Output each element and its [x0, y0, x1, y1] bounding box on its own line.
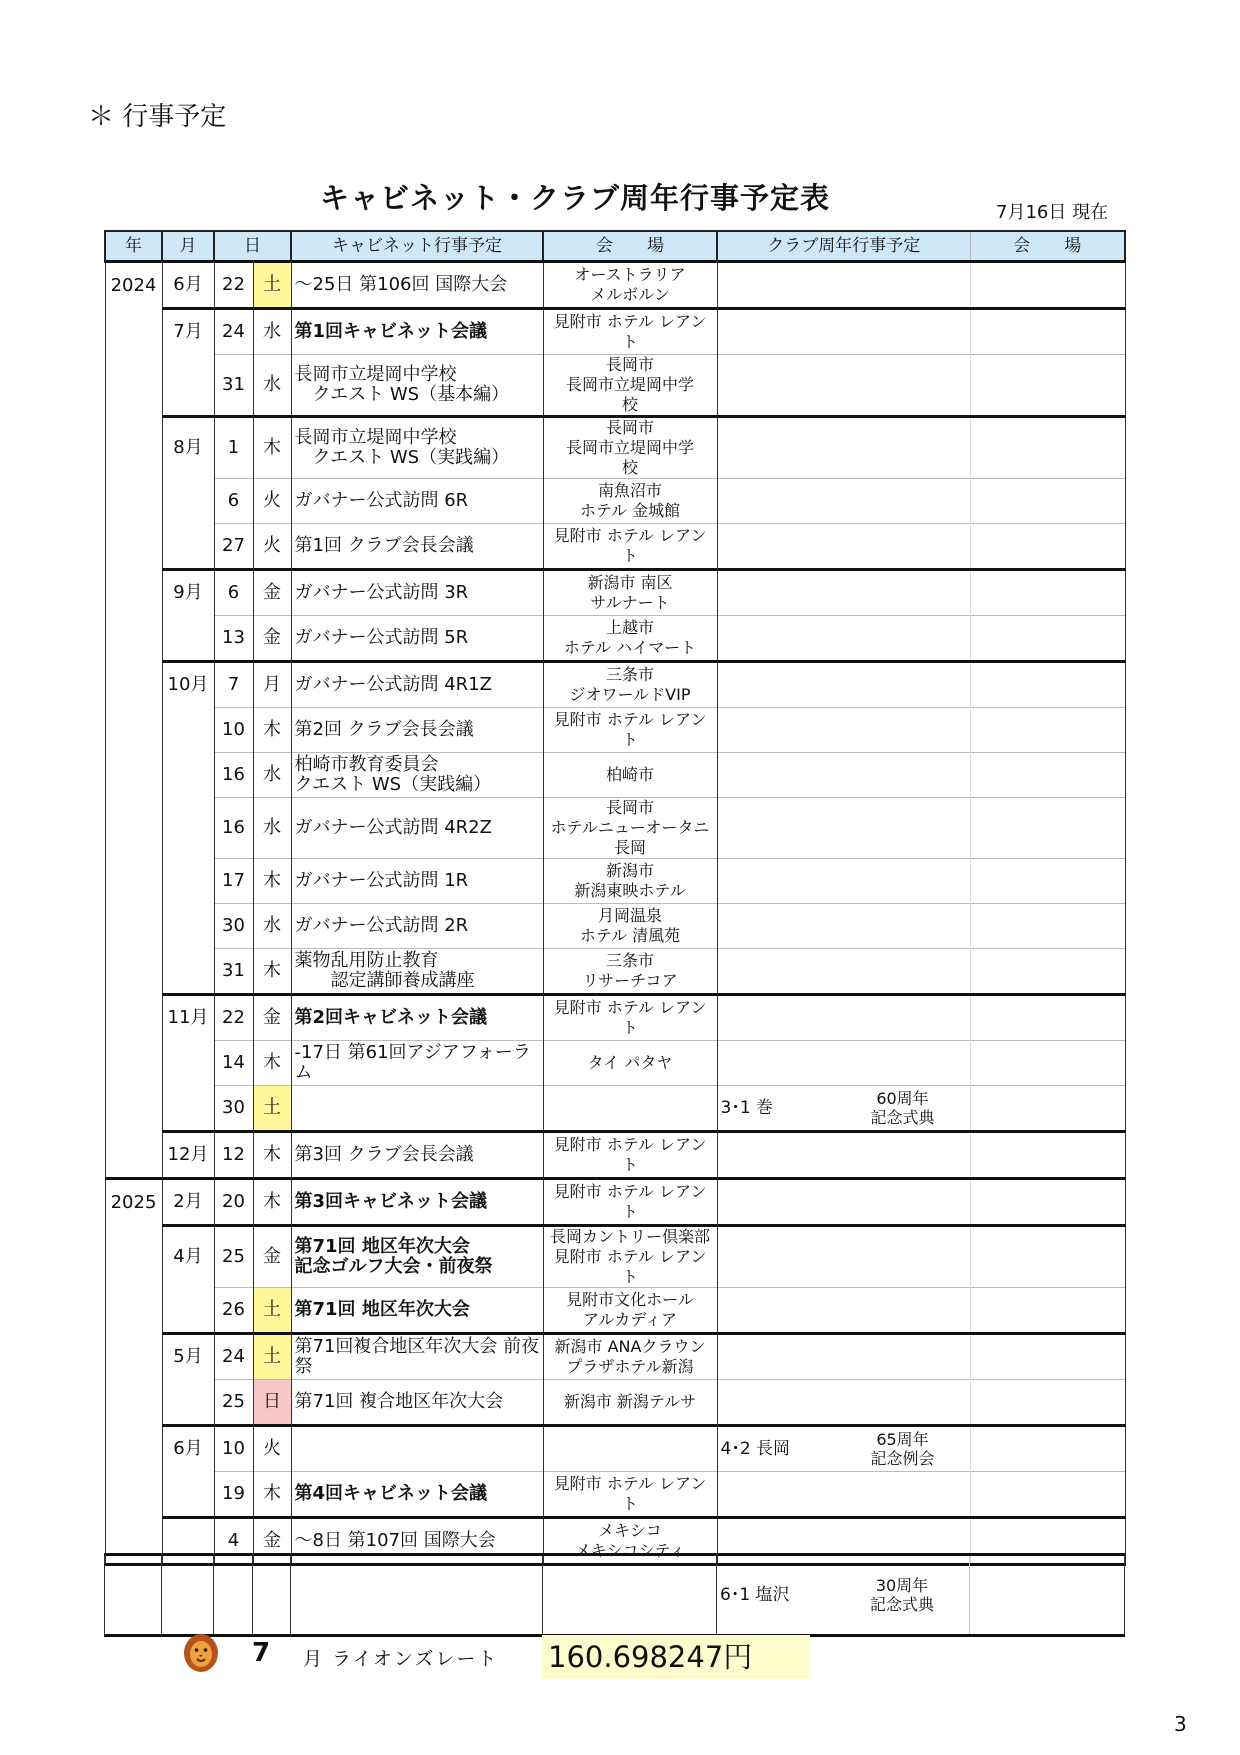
schedule-table: [104, 230, 1126, 1566]
event-cell: 第3回 クラブ会長会議: [291, 1132, 543, 1179]
dow-cell: [253, 1555, 291, 1636]
month-cell: [162, 708, 214, 753]
club-event-cell: [717, 798, 970, 859]
year-cell: [105, 1288, 162, 1334]
club-event-cell: [717, 1334, 970, 1380]
dow-cell: 木: [253, 1179, 291, 1226]
month-cell: [162, 524, 214, 570]
dow-cell: 木: [253, 708, 291, 753]
table-row: [105, 1472, 1125, 1518]
month-cell: 7月: [162, 309, 214, 355]
day-cell: 31: [214, 355, 253, 417]
year-cell: [105, 1086, 162, 1132]
day-cell: 27: [214, 524, 253, 570]
event-cell: 第71回複合地区年次大会 前夜祭: [291, 1334, 543, 1380]
venue-cell: 上越市 ホテル ハイマート: [543, 616, 717, 662]
club-event-note: 30周年 記念式典: [870, 1576, 935, 1614]
event-cell: ガバナー公式訪問 1R: [291, 859, 543, 904]
event-cell: ガバナー公式訪問 4R1Z: [291, 662, 543, 708]
dow-cell: 火: [253, 1426, 291, 1472]
table-row: [105, 616, 1125, 662]
dow-cell: 木: [253, 417, 291, 479]
month-cell: [162, 949, 214, 995]
month-cell: 6月: [162, 1426, 214, 1472]
venue-cell: 新潟市 ANAクラウン プラザホテル新潟: [543, 1334, 717, 1380]
month-cell: [162, 1086, 214, 1132]
venue-cell: 柏崎市: [543, 753, 717, 798]
day-cell: 12: [214, 1132, 253, 1179]
club-venue-cell: [970, 1288, 1125, 1334]
table-row: [105, 524, 1125, 570]
club-event-cell: [717, 1041, 970, 1086]
month-cell: [162, 753, 214, 798]
month-cell: [162, 1288, 214, 1334]
year-cell: [105, 524, 162, 570]
table-row: [105, 262, 1125, 309]
year-cell: [105, 995, 162, 1041]
month-cell: [162, 355, 214, 417]
year-cell: [105, 479, 162, 524]
table-row: [105, 995, 1125, 1041]
month-cell: 8月: [162, 417, 214, 479]
dow-cell: 水: [253, 355, 291, 417]
day-cell: 22: [214, 262, 253, 309]
venue-cell: 月岡温泉 ホテル 清風苑: [543, 904, 717, 949]
club-event-name: 3･1 巻: [720, 1098, 774, 1118]
club-event-cell: [717, 949, 970, 995]
col-venue: 会 場: [543, 231, 717, 262]
event-cell: 薬物乱用防止教育 認定講師養成講座: [291, 949, 543, 995]
club-event-cell: [717, 479, 970, 524]
dow-cell: 土: [253, 262, 291, 309]
club-event-cell: [717, 708, 970, 753]
day-cell: 30: [214, 904, 253, 949]
event-cell: 第4回キャビネット会議: [291, 1472, 543, 1518]
year-cell: [105, 798, 162, 859]
club-event-cell: [717, 1555, 970, 1636]
dow-cell: 金: [253, 1518, 291, 1565]
club-venue-cell: [970, 1086, 1125, 1132]
table-row: [105, 1288, 1125, 1334]
page-number: 3: [1174, 1712, 1187, 1736]
month-cell: 4月: [162, 1226, 214, 1288]
club-venue-cell: [970, 1555, 1125, 1636]
venue-cell: 新潟市 南区 サルナート: [543, 570, 717, 616]
club-event-cell: [717, 662, 970, 708]
month-cell: [162, 479, 214, 524]
month-cell: 9月: [162, 570, 214, 616]
event-cell: 第3回キャビネット会議: [291, 1179, 543, 1226]
club-venue-cell: [970, 904, 1125, 949]
year-cell: [105, 708, 162, 753]
col-day: 日: [214, 231, 291, 262]
year-cell: [105, 1555, 162, 1636]
event-cell: 第71回 地区年次大会: [291, 1288, 543, 1334]
day-cell: 24: [214, 309, 253, 355]
year-cell: [105, 1426, 162, 1472]
event-cell: 第2回キャビネット会議: [291, 995, 543, 1041]
club-event-cell: [717, 995, 970, 1041]
club-event-cell: [717, 1179, 970, 1226]
venue-cell: 見附市文化ホール アルカディア: [543, 1288, 717, 1334]
venue-cell: 見附市 ホテル レアント: [543, 1472, 717, 1518]
day-cell: 4: [214, 1518, 253, 1565]
venue-cell: 長岡市 ホテルニューオータニ長岡: [543, 798, 717, 859]
venue-cell: 見附市 ホテル レアント: [543, 995, 717, 1041]
table-row: [105, 417, 1125, 479]
day-cell: 10: [214, 1426, 253, 1472]
club-event-name: 6･1 塩沢: [720, 1585, 790, 1605]
extra-table: [104, 1553, 1125, 1637]
venue-cell: 三条市 リサーチコア: [543, 949, 717, 995]
club-venue-cell: [970, 708, 1125, 753]
venue-cell: [543, 1555, 717, 1636]
club-venue-cell: [970, 753, 1125, 798]
dow-cell: 木: [253, 1132, 291, 1179]
day-cell: 6: [214, 570, 253, 616]
club-event-cell: [717, 753, 970, 798]
club-venue-cell: [970, 1132, 1125, 1179]
club-venue-cell: [970, 1226, 1125, 1288]
club-event-cell: [717, 570, 970, 616]
table-row: [105, 753, 1125, 798]
club-event-name: 4･2 長岡: [720, 1439, 791, 1459]
venue-cell: 新潟市 新潟東映ホテル: [543, 859, 717, 904]
table-row: [105, 1226, 1125, 1288]
month-cell: [162, 1380, 214, 1426]
year-cell: [105, 662, 162, 708]
day-cell: 13: [214, 616, 253, 662]
event-cell: ～25日 第106回 国際大会: [291, 262, 543, 309]
event-cell: ～8日 第107回 国際大会: [291, 1518, 543, 1565]
event-cell: 第2回 クラブ会長会議: [291, 708, 543, 753]
club-event-cell: [717, 1132, 970, 1179]
year-cell: 2025: [105, 1179, 162, 1226]
dow-cell: 木: [253, 949, 291, 995]
venue-cell: [543, 1086, 717, 1132]
day-cell: [214, 1555, 253, 1636]
table-row: [105, 904, 1125, 949]
club-event-cell: [717, 309, 970, 355]
month-cell: [162, 1472, 214, 1518]
event-cell: 長岡市立堤岡中学校 クエスト WS（基本編）: [291, 355, 543, 417]
club-event-cell: [717, 262, 970, 309]
table-row: [105, 1132, 1125, 1179]
club-venue-cell: [970, 479, 1125, 524]
table-row: [105, 949, 1125, 995]
club-venue-cell: [970, 1380, 1125, 1426]
day-cell: 22: [214, 995, 253, 1041]
dow-cell: 土: [253, 1334, 291, 1380]
table-row: [105, 1334, 1125, 1380]
dow-cell: 月: [253, 662, 291, 708]
event-cell: 柏崎市教育委員会 クエスト WS（実践編）: [291, 753, 543, 798]
club-event-note: 65周年 記念例会: [870, 1430, 935, 1468]
day-cell: 25: [214, 1380, 253, 1426]
dow-cell: 木: [253, 859, 291, 904]
dow-cell: 水: [253, 904, 291, 949]
event-cell: ガバナー公式訪問 3R: [291, 570, 543, 616]
club-event-cell: [717, 1226, 970, 1288]
page-title: キャビネット・クラブ周年行事予定表: [319, 181, 830, 215]
club-event-cell: [717, 1380, 970, 1426]
rate-label: 月 ライオンズレート: [303, 1648, 499, 1670]
event-cell: 第71回 複合地区年次大会: [291, 1380, 543, 1426]
dow-cell: 木: [253, 1041, 291, 1086]
month-cell: 2月: [162, 1179, 214, 1226]
dow-cell: 金: [253, 616, 291, 662]
club-event-cell: [717, 859, 970, 904]
event-cell: 第1回キャビネット会議: [291, 309, 543, 355]
year-cell: 2024: [105, 262, 162, 309]
year-cell: [105, 570, 162, 616]
month-cell: [162, 859, 214, 904]
event-cell: ガバナー公式訪問 4R2Z: [291, 798, 543, 859]
dow-cell: 土: [253, 1086, 291, 1132]
venue-cell: [543, 1426, 717, 1472]
month-cell: 5月: [162, 1334, 214, 1380]
year-cell: [105, 309, 162, 355]
dow-cell: 土: [253, 1288, 291, 1334]
day-cell: 1: [214, 417, 253, 479]
dow-cell: 金: [253, 570, 291, 616]
event-cell: [291, 1426, 543, 1472]
day-cell: 7: [214, 662, 253, 708]
table-row: [105, 1380, 1125, 1426]
table-row: [105, 859, 1125, 904]
as-of-date: 7月16日 現在: [996, 202, 1109, 223]
club-venue-cell: [970, 1041, 1125, 1086]
club-venue-cell: [970, 949, 1125, 995]
month-cell: 6月: [162, 262, 214, 309]
venue-cell: 三条市 ジオワールドVIP: [543, 662, 717, 708]
dow-cell: 水: [253, 309, 291, 355]
venue-cell: 長岡市 長岡市立堤岡中学 校: [543, 417, 717, 479]
dow-cell: 火: [253, 479, 291, 524]
month-cell: [162, 1041, 214, 1086]
club-event-cell: [717, 355, 970, 417]
table-row: [105, 1086, 1125, 1132]
club-venue-cell: [970, 995, 1125, 1041]
club-event-cell: [717, 524, 970, 570]
year-cell: [105, 616, 162, 662]
club-venue-cell: [970, 417, 1125, 479]
event-cell: -17日 第61回アジアフォーラム: [291, 1041, 543, 1086]
col-year: 年: [105, 231, 162, 262]
month-cell: [162, 904, 214, 949]
club-venue-cell: [970, 798, 1125, 859]
venue-cell: 見附市 ホテル レアント: [543, 309, 717, 355]
day-cell: 10: [214, 708, 253, 753]
year-cell: [105, 1380, 162, 1426]
venue-cell: 見附市 ホテル レアント: [543, 1132, 717, 1179]
club-event-cell: [717, 1426, 970, 1472]
year-cell: [105, 417, 162, 479]
day-cell: 17: [214, 859, 253, 904]
club-venue-cell: [970, 524, 1125, 570]
club-venue-cell: [970, 262, 1125, 309]
dow-cell: 火: [253, 524, 291, 570]
dow-cell: 金: [253, 1226, 291, 1288]
year-cell: [105, 1334, 162, 1380]
year-cell: [105, 904, 162, 949]
venue-cell: 新潟市 新潟テルサ: [543, 1380, 717, 1426]
club-venue-cell: [970, 1472, 1125, 1518]
col-cabinet-event: キャビネット行事予定: [291, 231, 543, 262]
year-cell: [105, 355, 162, 417]
day-cell: 19: [214, 1472, 253, 1518]
table-row: [105, 708, 1125, 753]
month-cell: 10月: [162, 662, 214, 708]
day-cell: 25: [214, 1226, 253, 1288]
venue-cell: タイ パタヤ: [543, 1041, 717, 1086]
club-event-cell: [717, 1086, 970, 1132]
event-cell: ガバナー公式訪問 2R: [291, 904, 543, 949]
year-cell: [105, 859, 162, 904]
club-event-cell: [717, 1288, 970, 1334]
day-cell: 6: [214, 479, 253, 524]
table-row: [105, 1179, 1125, 1226]
month-cell: 11月: [162, 995, 214, 1041]
club-event-cell: [717, 417, 970, 479]
club-venue-cell: [970, 859, 1125, 904]
club-venue-cell: [970, 570, 1125, 616]
month-cell: [162, 1555, 214, 1636]
year-cell: [105, 1472, 162, 1518]
club-venue-cell: [970, 1179, 1125, 1226]
year-cell: [105, 1041, 162, 1086]
year-cell: [105, 1132, 162, 1179]
month-cell: [162, 798, 214, 859]
club-venue-cell: [970, 1334, 1125, 1380]
event-cell: [291, 1555, 543, 1636]
club-event-note: 60周年 記念式典: [870, 1089, 935, 1127]
rate-month: 7: [252, 1638, 271, 1668]
club-venue-cell: [970, 1426, 1125, 1472]
rate-value: 160.698247円: [542, 1635, 810, 1679]
table-row: [105, 1426, 1125, 1472]
year-cell: [105, 949, 162, 995]
section-heading: ＊ 行事予定: [88, 102, 227, 132]
year-cell: [105, 753, 162, 798]
venue-cell: 長岡カントリー倶楽部 見附市 ホテル レアント: [543, 1226, 717, 1288]
day-cell: 14: [214, 1041, 253, 1086]
lion-face-icon: [183, 1633, 219, 1673]
venue-cell: 南魚沼市 ホテル 金城館: [543, 479, 717, 524]
club-venue-cell: [970, 662, 1125, 708]
table-row: [105, 1041, 1125, 1086]
table-row: [105, 570, 1125, 616]
table-header-row: [105, 231, 1125, 262]
venue-cell: 見附市 ホテル レアント: [543, 708, 717, 753]
venue-cell: メキシコ メキシコシティ: [543, 1518, 717, 1565]
table-row: [105, 662, 1125, 708]
table-row: [105, 798, 1125, 859]
venue-cell: オーストラリア メルボルン: [543, 262, 717, 309]
club-event-cell: [717, 616, 970, 662]
event-cell: ガバナー公式訪問 5R: [291, 616, 543, 662]
month-cell: 12月: [162, 1132, 214, 1179]
club-event-cell: [717, 904, 970, 949]
table-row: [105, 1555, 1125, 1636]
club-event-cell: [717, 1472, 970, 1518]
venue-cell: 見附市 ホテル レアン ト: [543, 524, 717, 570]
day-cell: 20: [214, 1179, 253, 1226]
year-cell: [105, 1226, 162, 1288]
col-club-event: クラブ周年行事予定: [717, 231, 970, 262]
table-row: [105, 309, 1125, 355]
dow-cell: 日: [253, 1380, 291, 1426]
day-cell: 31: [214, 949, 253, 995]
venue-cell: 見附市 ホテル レアント: [543, 1179, 717, 1226]
day-cell: 24: [214, 1334, 253, 1380]
club-venue-cell: [970, 309, 1125, 355]
col-month: 月: [162, 231, 214, 262]
dow-cell: 水: [253, 798, 291, 859]
dow-cell: 金: [253, 995, 291, 1041]
day-cell: 26: [214, 1288, 253, 1334]
dow-cell: 水: [253, 753, 291, 798]
month-cell: [162, 616, 214, 662]
table-row: [105, 479, 1125, 524]
day-cell: 16: [214, 798, 253, 859]
event-cell: [291, 1086, 543, 1132]
event-cell: 長岡市立堤岡中学校 クエスト WS（実践編）: [291, 417, 543, 479]
club-venue-cell: [970, 616, 1125, 662]
col-club-venue: 会 場: [970, 231, 1125, 262]
table-row: [105, 355, 1125, 417]
dow-cell: 木: [253, 1472, 291, 1518]
event-cell: 第1回 クラブ会長会議: [291, 524, 543, 570]
event-cell: ガバナー公式訪問 6R: [291, 479, 543, 524]
day-cell: 30: [214, 1086, 253, 1132]
club-venue-cell: [970, 355, 1125, 417]
event-cell: 第71回 地区年次大会 記念ゴルフ大会・前夜祭: [291, 1226, 543, 1288]
venue-cell: 長岡市 長岡市立堤岡中学 校: [543, 355, 717, 417]
day-cell: 16: [214, 753, 253, 798]
